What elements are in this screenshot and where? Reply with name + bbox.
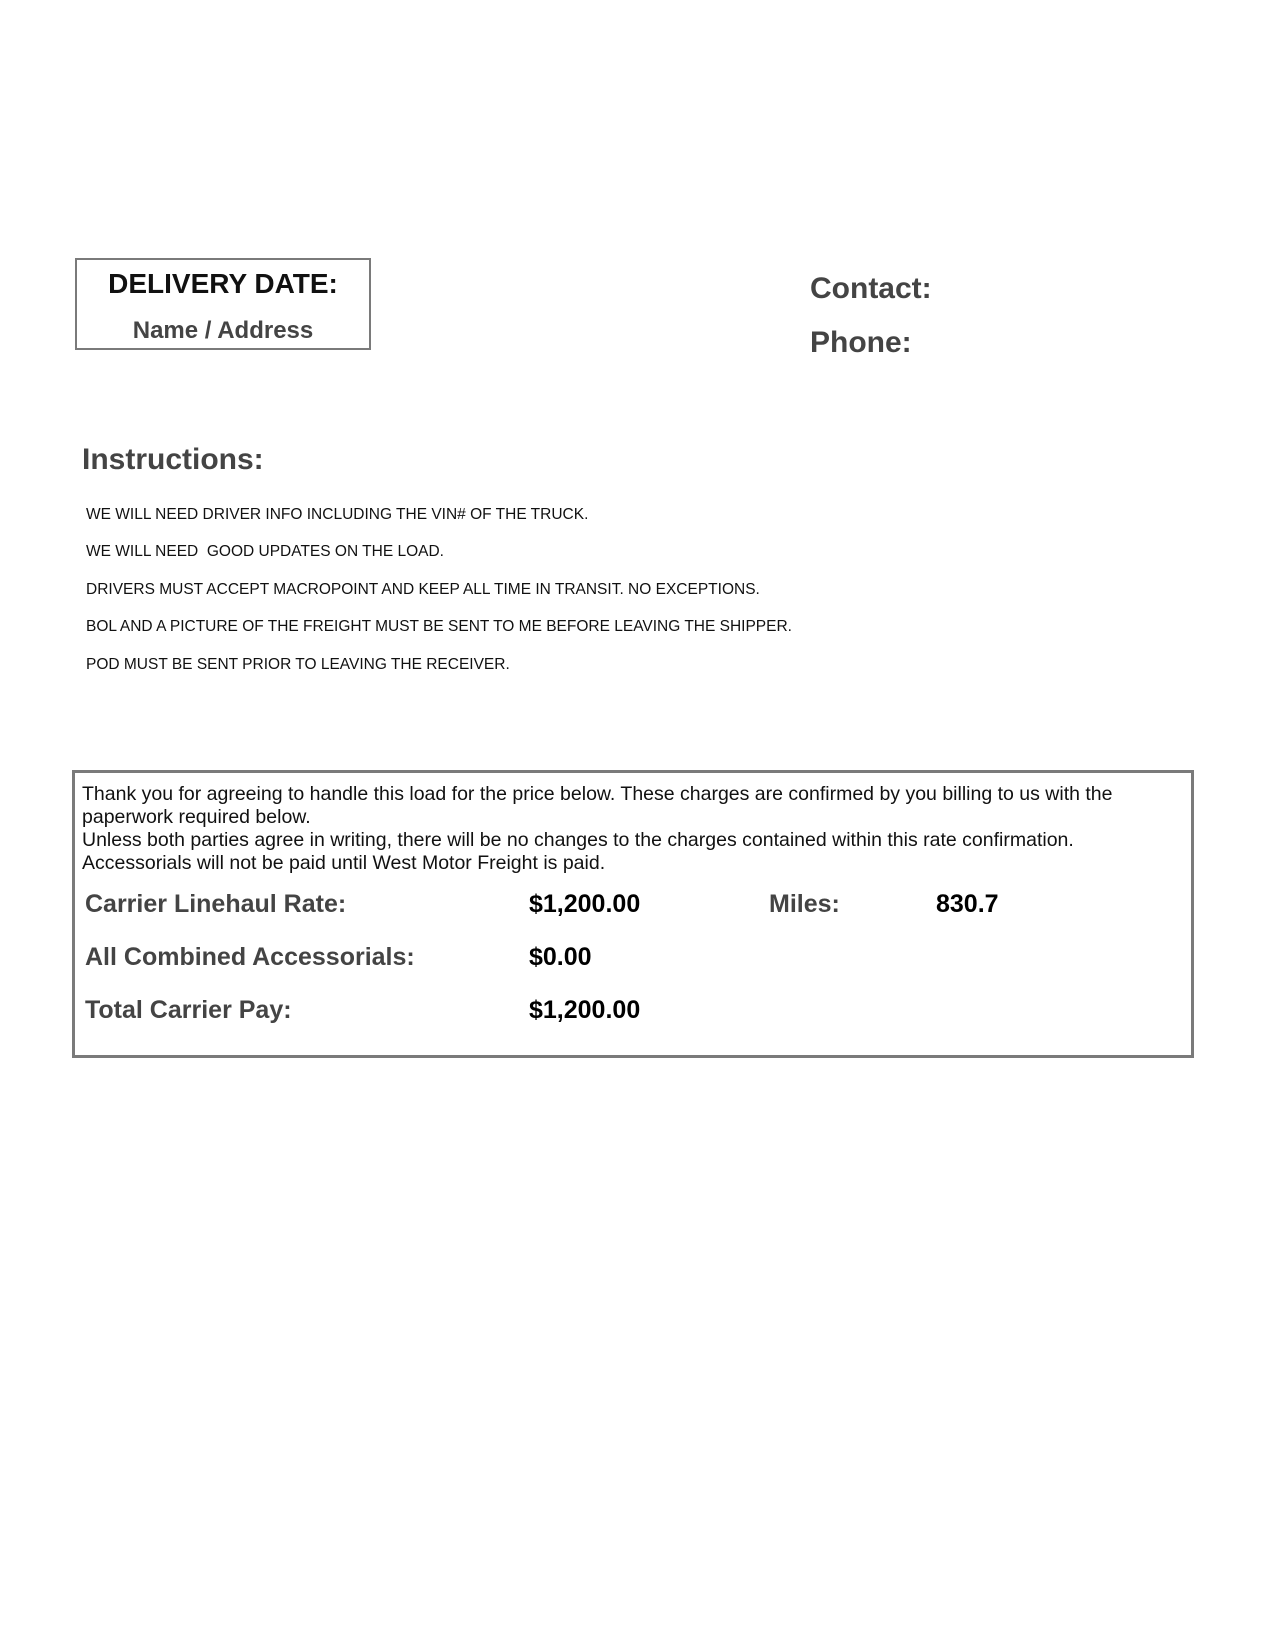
miles-value: 830.7 — [936, 890, 999, 918]
instructions-heading: Instructions: — [82, 443, 264, 476]
linehaul-label: Carrier Linehaul Rate: — [85, 890, 347, 918]
accessorials-label: All Combined Accessorials: — [85, 943, 415, 971]
delivery-date-title: DELIVERY DATE: — [108, 268, 338, 299]
miles-label: Miles: — [769, 890, 840, 918]
instruction-item: WE WILL NEED GOOD UPDATES ON THE LOAD. — [86, 543, 444, 561]
accessorials-row — [85, 943, 1185, 973]
linehaul-row — [85, 890, 1185, 920]
instruction-item: WE WILL NEED DRIVER INFO INCLUDING THE VIN# OF THE TRUCK. — [86, 506, 589, 523]
accessorials-value: $0.00 — [529, 943, 592, 971]
instruction-item: POD MUST BE SENT PRIOR TO LEAVING THE RECEIVER. — [86, 655, 510, 673]
total-pay-label: Total Carrier Pay: — [85, 996, 292, 1024]
rate-terms-paragraph: Accessorials will not be paid until West Motor Freight is paid. — [82, 852, 606, 874]
delivery-name-address: Name / Address — [132, 317, 314, 344]
instruction-item: DRIVERS MUST ACCEPT MACROPOINT AND KEEP ALL TIME IN TRANSIT. NO EXCEPTIONS. — [86, 580, 760, 598]
delivery-date-box — [75, 258, 371, 350]
rate-confirmation-box — [72, 770, 1194, 1058]
rate-terms-paragraph: Unless both parties agree in writing, there will be no changes to the charges contained within this rate confirmation. — [82, 829, 1074, 851]
rate-terms-text — [82, 783, 1182, 875]
rate-terms-paragraph: Thank you for agreeing to handle this load for the price below. These charges are confirmed by you billing to us with the paperwork required below. — [82, 783, 1113, 828]
total-pay-row — [85, 996, 1185, 1026]
instruction-item: BOL AND A PICTURE OF THE FREIGHT MUST BE SENT TO ME BEFORE LEAVING THE SHIPPER. — [86, 618, 792, 636]
contact-label: Contact: — [810, 272, 932, 305]
instructions-list — [86, 505, 792, 692]
phone-label: Phone: — [810, 326, 912, 359]
linehaul-value: $1,200.00 — [529, 890, 641, 918]
total-pay-value: $1,200.00 — [529, 996, 641, 1024]
